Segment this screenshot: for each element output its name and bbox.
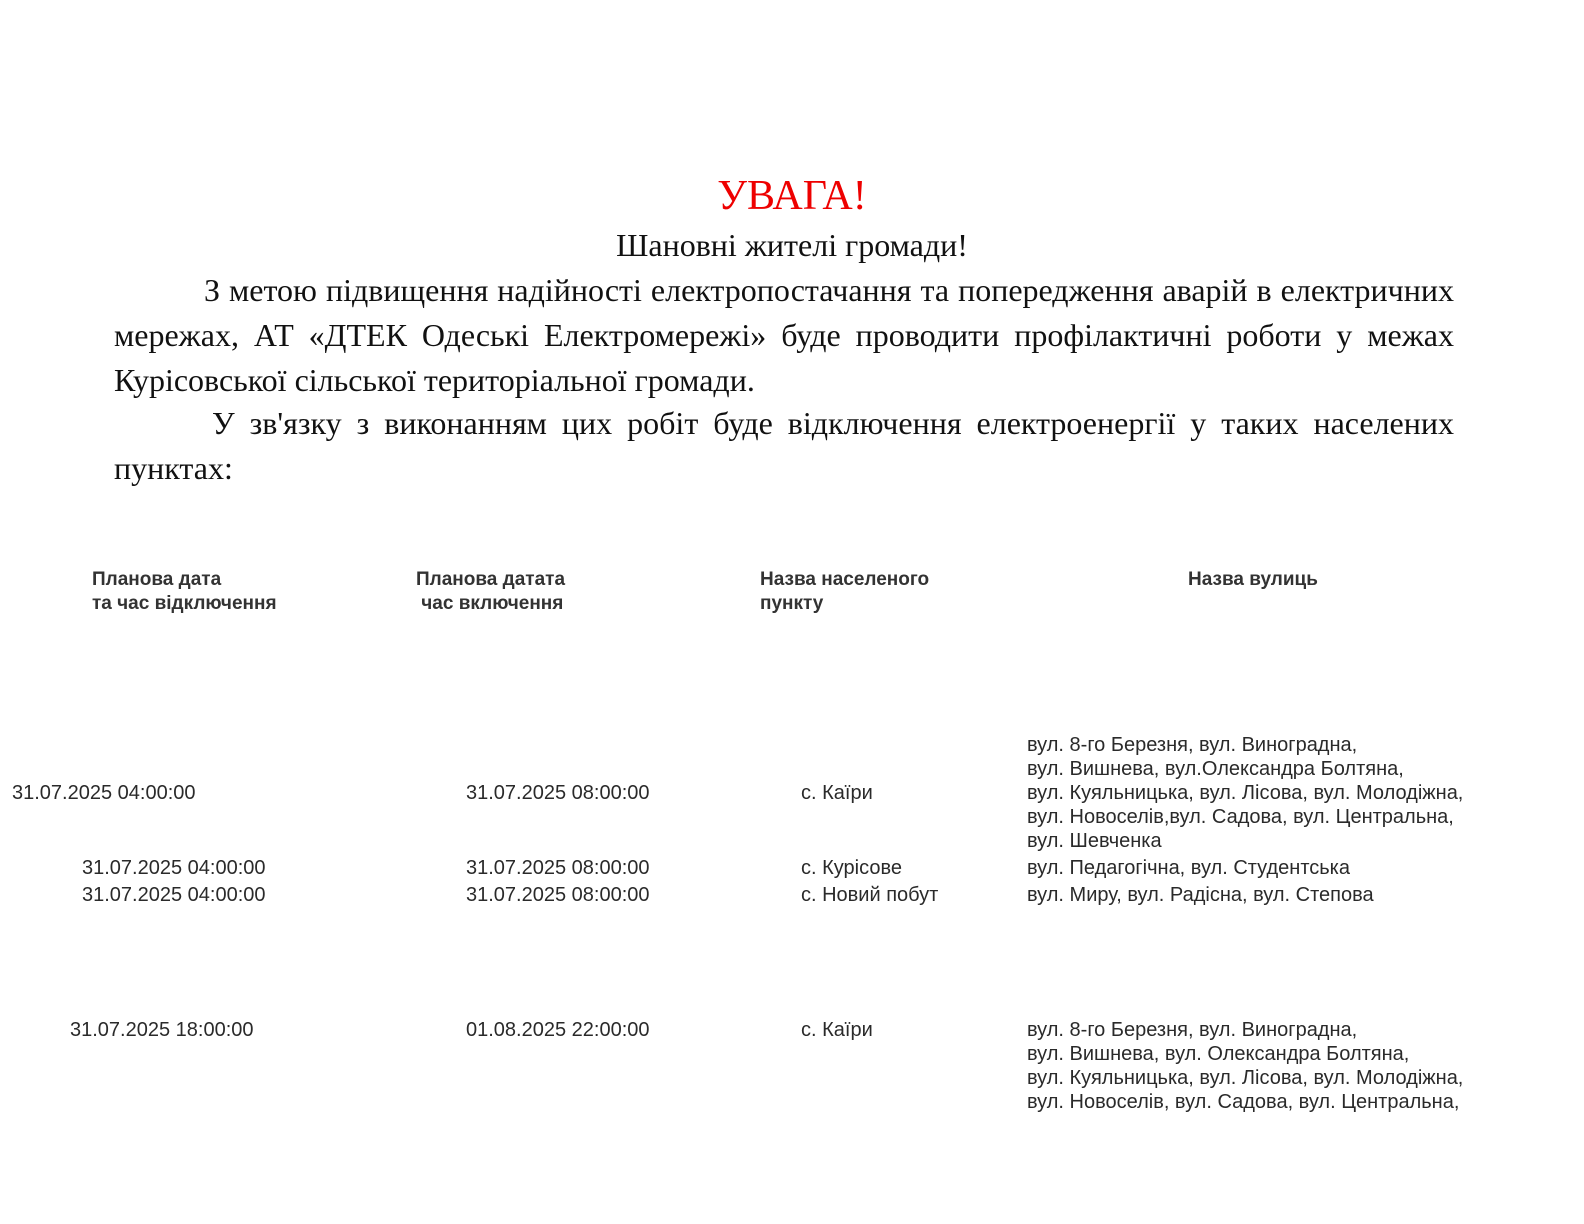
header-streets: Назва вулиць: [1188, 569, 1318, 590]
notice-greeting: Шановні жителі громади!: [616, 227, 968, 263]
cell-off-datetime: 31.07.2025 18:00:00: [70, 1019, 254, 1041]
street-line: вул. Куяльницька, вул. Лісова, вул. Молодіжна,: [1027, 1067, 1464, 1089]
cell-on-datetime: 31.07.2025 08:00:00: [466, 782, 650, 804]
street-line: вул. Куяльницька, вул. Лісова, вул. Молодіжна,: [1027, 782, 1464, 804]
header-settlement: Назва населеного пункту: [760, 569, 930, 614]
notice-paragraph-affected: У зв'язку з виконанням цих робіт буде відключення електроенергії у таких населених пунктах:: [114, 405, 1454, 486]
street-line: вул. 8-го Березня, вул. Виноградна,: [1027, 734, 1358, 756]
cell-streets: [1027, 856, 1350, 880]
notice-title: УВАГА!: [717, 173, 867, 219]
street-line: вул. Миру, вул. Радісна, вул. Степова: [1027, 884, 1374, 906]
street-line: вул. Шевченка: [1027, 830, 1162, 852]
street-line: вул. Вишнева, вул. Олександра Болтяна,: [1027, 1043, 1410, 1065]
notice-paragraph-intro: З метою підвищення надійності електропостачання та попередження аварій в електричних мережах, АТ «ДТЕК Одеські Електромережі» буде проводити профілактичні роботи у межах Курісовської сільської територіальної громади.: [114, 272, 1454, 398]
street-line: вул. Новоселів,вул. Садова, вул. Центральна,: [1027, 806, 1454, 828]
cell-on-datetime: 31.07.2025 08:00:00: [466, 884, 650, 906]
header-off-datetime: Планова дата та час відключення: [92, 569, 277, 614]
header-on-datetime: Планова датата час включення: [416, 569, 566, 614]
cell-settlement: с. Каїри: [801, 782, 873, 804]
cell-off-datetime: 31.07.2025 04:00:00: [12, 782, 196, 804]
cell-streets: [1027, 733, 1463, 853]
street-line: вул. 8-го Березня, вул. Виноградна,: [1027, 1019, 1358, 1041]
cell-off-datetime: 31.07.2025 04:00:00: [82, 857, 266, 879]
cell-settlement: с. Курісове: [801, 857, 902, 879]
cell-settlement: с. Новий побут: [801, 884, 939, 906]
cell-streets: [1027, 1018, 1463, 1114]
street-line: вул. Вишнева, вул.Олександра Болтяна,: [1027, 758, 1404, 780]
cell-on-datetime: 31.07.2025 08:00:00: [466, 857, 650, 879]
street-line: вул. Педагогічна, вул. Студентська: [1027, 857, 1350, 879]
street-line: вул. Новоселів, вул. Садова, вул. Центральна,: [1027, 1091, 1460, 1113]
cell-off-datetime: 31.07.2025 04:00:00: [82, 884, 266, 906]
cell-streets: [1027, 883, 1374, 907]
cell-on-datetime: 01.08.2025 22:00:00: [466, 1019, 650, 1041]
cell-settlement: с. Каїри: [801, 1019, 873, 1041]
